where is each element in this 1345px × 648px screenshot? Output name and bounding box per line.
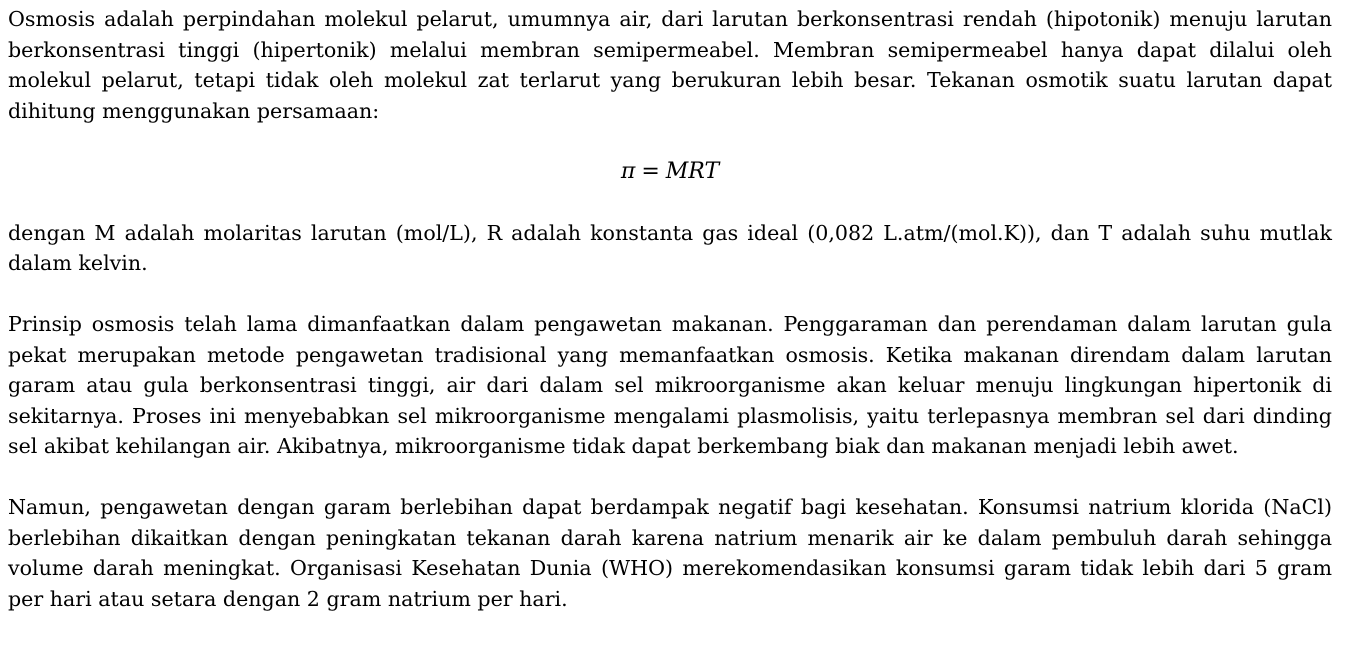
document-body <box>8 4 1332 614</box>
paragraph-salt-health-effects: Namun, pengawetan dengan garam berlebihan dapat berdampak negatif bagi kesehatan. Konsumsi natrium klorida (NaCl) berlebihan dikaitkan dengan peningkatan tekanan darah karena natrium menarik air ke dalam pembuluh darah sehingga volume darah meningkat. Organisasi Kesehatan Dunia (WHO) merekomendasikan konsumsi garam tidak lebih dari 5 gram per hari atau setara dengan 2 gram natrium per hari. <box>8 495 1332 611</box>
equation-rhs: MRT <box>665 158 720 184</box>
osmotic-pressure-equation <box>8 157 1332 188</box>
equation-operator: = <box>641 158 660 184</box>
paragraph-osmosis-definition: Osmosis adalah perpindahan molekul pelarut, umumnya air, dari larutan berkonsentrasi rendah (hipotonik) menuju larutan berkonsentrasi tinggi (hipertonik) melalui membran semipermeabel. Membran semipermeabel hanya dapat dilalui oleh molekul pelarut, tetapi tidak oleh molekul zat terlarut yang berukuran lebih besar. Tekanan osmotik suatu larutan dapat dihitung menggunakan persamaan: <box>8 7 1332 123</box>
paragraph-variable-definitions: dengan M adalah molaritas larutan (mol/L), R adalah konstanta gas ideal (0,082 L.atm/(mol.K)), dan T adalah suhu mutlak dalam kelvin. <box>8 220 1332 275</box>
paragraph-food-preservation: Prinsip osmosis telah lama dimanfaatkan dalam pengawetan makanan. Penggaraman dan perendaman dalam larutan gula pekat merupakan metode pengawetan tradisional yang memanfaatkan osmosis. Ketika makanan direndam dalam larutan garam atau gula berkonsentrasi tinggi, air dari dalam sel mikroorganisme akan keluar menuju lingkungan hipertonik di sekitarnya. Proses ini menyebabkan sel mikroorganisme mengalami plasmolisis, yaitu terlepasnya membran sel dari dinding sel akibat kehilangan air. Akibatnya, mikroorganisme tidak dapat berkembang biak dan makanan menjadi lebih awet. <box>8 312 1332 458</box>
equation-lhs: π <box>620 158 636 184</box>
